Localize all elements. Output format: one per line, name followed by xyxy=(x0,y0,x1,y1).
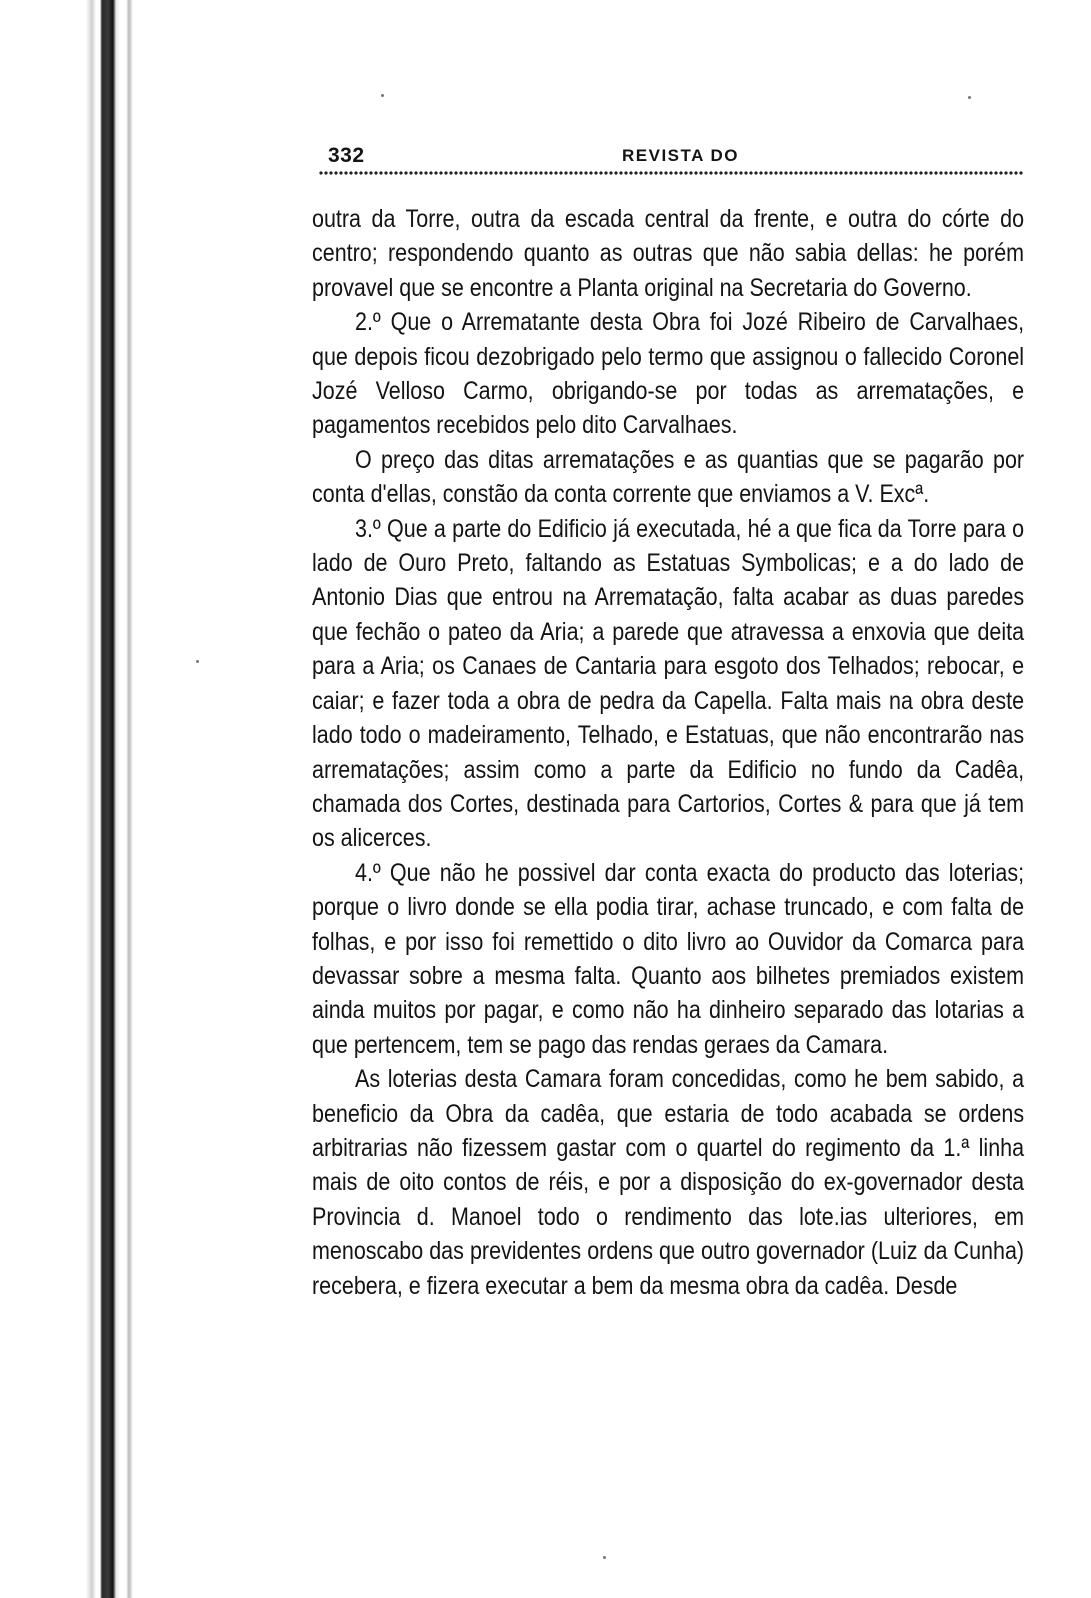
page-body xyxy=(312,202,1024,1303)
paragraph: outra da Torre, outra da escada central da frente, e outra do córte do centro; respondendo quanto as outras que não sabia dellas: he porém provavel que se encontre a Planta original na Secretaria do Governo. xyxy=(312,205,1025,302)
header-rule xyxy=(318,170,1024,176)
paragraph: 4.º Que não he possivel dar conta exacta do producto das loterias; porque o livro donde se ella podia tirar, achase truncado, e com falta de folhas, e por isso foi remettido o dito livro ao Ouvidor da Comarca para devassar sobre a mesma falta. Quanto aos bilhetes premiados existem ainda muitos por pagar, e como não ha dinheiro separado das lotarias a que pertencem, tem se pago das rendas geraes da Camara. xyxy=(312,858,1025,1059)
book-page xyxy=(300,138,1030,1300)
speck xyxy=(196,660,199,663)
book-binding-edge xyxy=(0,0,140,1598)
paragraph: 3.º Que a parte do Edificio já executada, hé a que fica da Torre para o lado de Ouro Preto, faltando as Estatuas Symbolicas; e a do lado de Antonio Dias que entrou na Arrematação, falta acabar as duas paredes que fechão o pateo da Aria; a parede que atravessa a enxovia que deita para a Aria; os Canaes de Cantaria para esgoto dos Telhados; rebocar, e caiar; e fazer toda a obra de pedra da Capella. Falta mais na obra deste lado todo o madeiramento, Telhado, e Estatuas, que não encontrarão nas arrematações; assim como a parte da Edificio no fundo da Cadêa, chamada dos Cortes, destinada para Cartorios, Cortes & para que já tem os alicerces. xyxy=(312,514,1025,853)
page-number: 332 xyxy=(328,144,365,167)
speck xyxy=(968,96,971,99)
paragraph: O preço das ditas arrematações e as quantias que se pagarão por conta d'ellas, constão da conta corrente que enviamos a V. Excª. xyxy=(312,445,1025,509)
paragraph: 2.º Que o Arrematante desta Obra foi Jozé Ribeiro de Carvalhaes, que depois ficou dezobrigado pelo termo que assignou o fallecido Coronel Jozé Velloso Carmo, obrigando-se por todas as arrematações, e pagamentos recebidos pelo dito Carvalhaes. xyxy=(312,308,1025,440)
speck xyxy=(381,94,384,97)
running-head: REVISTA DO xyxy=(622,146,740,165)
speck xyxy=(603,1556,606,1559)
page-header xyxy=(300,138,1030,168)
paragraph: As loterias desta Camara foram concedidas, como he bem sabido, a beneficio da Obra da cadêa, que estaria de todo acabada se ordens arbitrarias não fizessem gastar com o quartel do regimento da 1.ª linha mais de oito contos de réis, e por a disposição do ex-governador desta Provincia d. Manoel todo o rendimento das lote.ias ulteriores, em menoscabo das previdentes ordens que outro governador (Luiz da Cunha) recebera, e fizera executar a bem da mesma obra da cadêa. Desde xyxy=(312,1065,1025,1300)
